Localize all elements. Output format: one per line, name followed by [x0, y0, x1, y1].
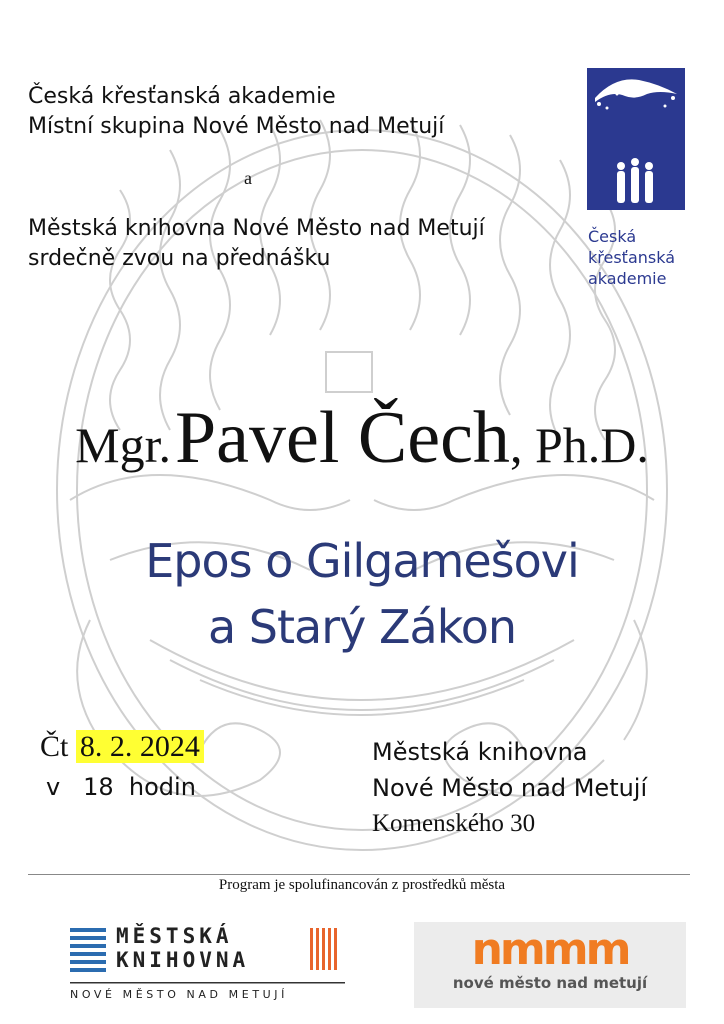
funding-note: Program je spolufinancován z prostředků města [218, 877, 506, 893]
speaker-title-suffix: , Ph.D. [509, 417, 649, 473]
speaker-full-name: Pavel Čech [174, 397, 510, 479]
cka-logo-figures-icon [587, 68, 685, 210]
venue-line-1: Městská knihovna [372, 738, 588, 766]
library-logo-word-1: MĚSTSKÁ [116, 924, 233, 948]
organizer-line-1: Česká křesťanská akademie [28, 84, 336, 109]
event-date: 8. 2. 2024 [76, 730, 204, 763]
lecture-title-line-2: a Starý Zákon [208, 600, 516, 654]
town-logo [414, 922, 686, 1008]
library-logo-word-2: KNIHOVNA [116, 948, 250, 972]
lecture-title-line-1: Epos o Gilgamešovi [145, 534, 579, 588]
town-logo-mark: nmmm [471, 924, 629, 975]
venue-line-2: Nové Město nad Metují [372, 774, 648, 802]
footer-divider [28, 874, 690, 875]
cka-caption-line-3: akademie [588, 269, 667, 288]
cka-caption-line-2: křesťanská [588, 248, 676, 267]
library-logo-town: NOVÉ MĚSTO NAD METUJÍ [70, 988, 288, 1001]
lecture-title [0, 528, 724, 660]
venue-address [372, 734, 647, 842]
conjunction-text: a [244, 168, 252, 188]
town-logo-text: nové město nad metují [452, 974, 648, 992]
venue-street: Komenského 30 [372, 810, 536, 837]
organizer-line-2: Místní skupina Nové Město nad Metují [28, 114, 445, 139]
cka-logo [587, 68, 685, 210]
cka-caption-line-1: Česká [588, 227, 637, 246]
event-time: 18 hodin [83, 773, 196, 801]
library-logo [70, 924, 350, 1006]
invitation-line: srdečně zvou na přednášku [28, 246, 331, 271]
event-date-row [40, 730, 204, 764]
cka-logo-caption [588, 226, 675, 289]
event-time-prefix: v [46, 773, 61, 801]
event-time-row [46, 770, 196, 804]
speaker-title-prefix: Mgr. [75, 417, 171, 473]
co-organizer-line-1: Městská knihovna Nové Město nad Metují [28, 216, 485, 241]
speaker-name [0, 396, 724, 481]
event-day: Čt [40, 730, 69, 763]
